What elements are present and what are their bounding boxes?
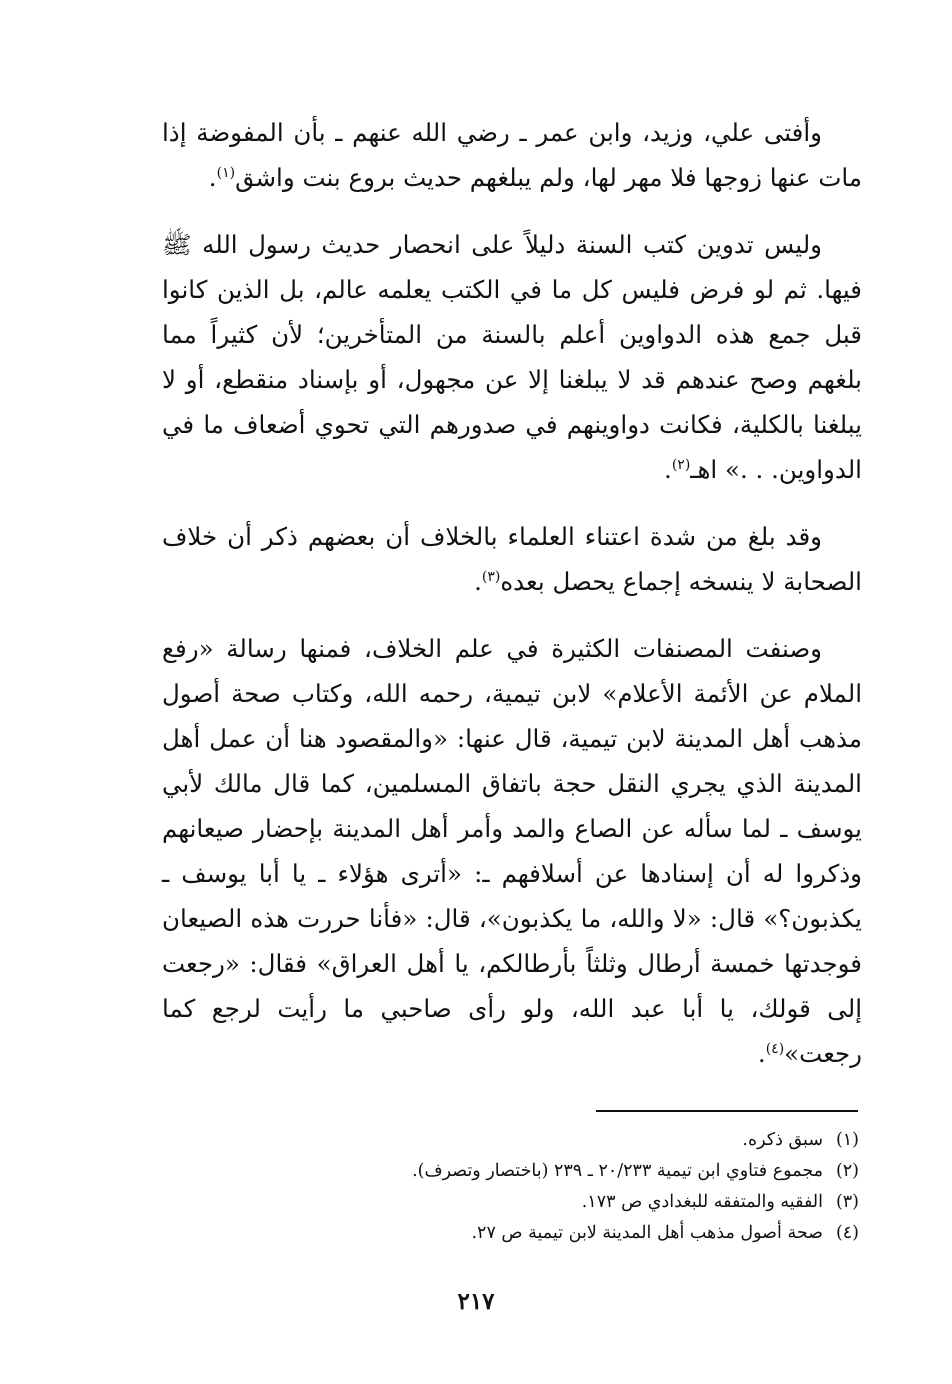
paragraph-3: وقد بلغ من شدة اعتناء العلماء بالخلاف أن بعضهم ذكر أن خلاف الصحابة لا ينسخه إجماع يحصل بعده$^{(٣)}$.: [162, 522, 862, 596]
footnote-ref-3: (٣): [481, 569, 501, 585]
footnote-ref-2: (٢): [671, 457, 691, 473]
footnote-number: (١): [835, 1130, 859, 1150]
paragraph-2: وليس تدوين كتب السنة دليلاً على انحصار حديث رسول الله ﷺ فيها. ثم لو فرض فليس كل ما في الكتب يعلمه عالم، بل الذين كانوا قبل جمع هذه الدواوين أعلم بالسنة من المتأخرين؛ لأن كثيراً مما بلغهم وصح عندهم قد لا يبلغنا إلا عن مجهول، أو بإسناد منقطع، أو لا يبلغنا بالكلية، فكانت دواوينهم في صدورهم التي تحوي أضعاف ما في الدواوين. . .» اهـ$^{(٢)}$.: [162, 230, 862, 484]
footnote-number: (٤): [835, 1223, 859, 1243]
footnote-3: [162, 1187, 859, 1218]
footnote-number: (٣): [835, 1192, 859, 1212]
footnote-4: [162, 1218, 859, 1249]
footnotes: [162, 1125, 859, 1249]
footnote-separator: [596, 1110, 858, 1112]
footnote-text: مجموع فتاوي ابن تيمية ٢٠/٢٣٣ ـ ٢٣٩ (باختصار وتصرف).: [412, 1161, 823, 1181]
footnote-ref-1: (١): [216, 165, 236, 181]
paragraph-4: وصنفت المصنفات الكثيرة في علم الخلاف، فمنها رسالة «رفع الملام عن الأئمة الأعلام» لابن تيمية، رحمه الله، وكتاب صحة أصول مذهب أهل المدينة لابن تيمية، قال عنها: «والمقصود هنا أن عمل أهل المدينة الذي يجري النقل حجة باتفاق المسلمين، كما قال مالك لأبي يوسف ـ لما سأله عن الصاع والمد وأمر أهل المدينة بإحضار صيعانهم وذكروا له أن إسنادها عن أسلافهم ـ: «أترى هؤلاء ـ يا أبا يوسف ـ يكذبون؟» قال: «لا والله، ما يكذبون»، قال: «فأنا حررت هذه الصيعان فوجدتها خمسة أرطال وثلثاً بأرطالكم، يا أهل العراق» فقال: «رجعت إلى قولك، يا أبا عبد الله، ولو رأى صاحبي ما رأيت لرجع كما رجعت»$^{(٤)}$.: [162, 634, 862, 1068]
paragraph-1: وأفتى علي، وزيد، وابن عمر ـ رضي الله عنهم ـ بأن المفوضة إذا مات عنها زوجها فلا مهر لها، ولم يبلغهم حديث بروع بنت واشق$^{(١)}$.: [162, 118, 862, 192]
footnote-1: [162, 1125, 859, 1156]
footnote-text: صحة أصول مذهب أهل المدينة لابن تيمية ص ٢٧.: [471, 1223, 823, 1243]
page-number: ٢١٧: [457, 1288, 495, 1315]
footnote-ref-4: (٤): [765, 1041, 785, 1057]
main-text: [162, 110, 862, 1076]
footnote-text: الفقيه والمتفقه للبغدادي ص ١٧٣.: [581, 1192, 823, 1212]
footnote-number: (٢): [835, 1161, 859, 1181]
footnote-2: [162, 1156, 859, 1187]
footnote-text: سبق ذكره.: [742, 1130, 823, 1150]
